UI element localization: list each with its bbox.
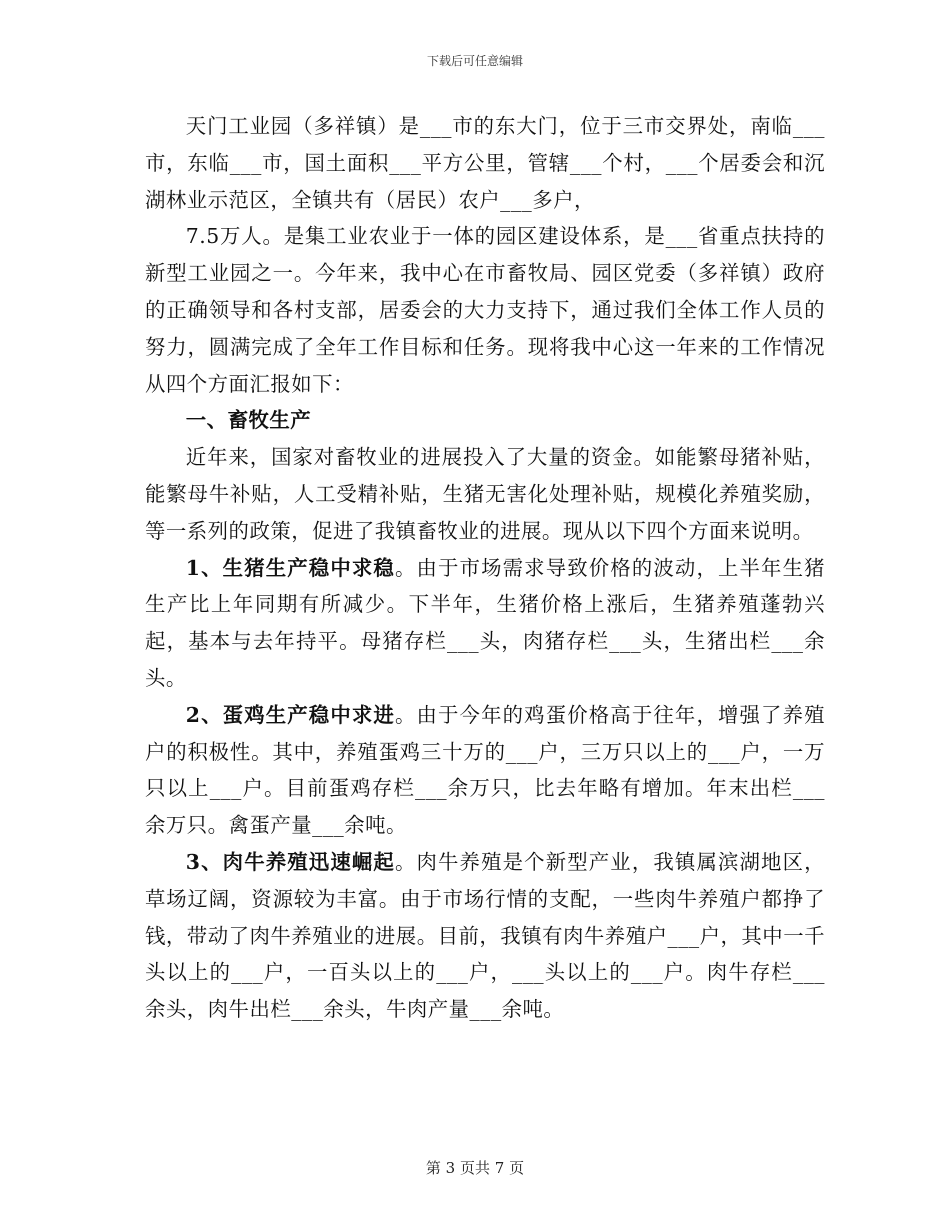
egg-chicken-body: 。由于今年的鸡蛋价格高于往年，增强了养殖户的积极性。其中，养殖蛋鸡三十万的___户，三万只以上的___户，一万只以上___户。目前蛋鸡存栏___余万只，比去年略有增加。年末出栏___余万只。禽蛋产量___余吨。 — [145, 702, 826, 838]
pig-production-body: 。由于市场需求导致价格的波动，上半年生猪生产比上年同期有所减少。下半年，生猪价格上涨后，生猪养殖蓬勃兴起，基本与去年持平。母猪存栏___头，肉猪存栏___头，生猪出栏___余头。 — [145, 555, 826, 690]
paragraph-intro: 天门工业园（多祥镇）是___市的东大门，位于三市交界处，南临___市，东临___市，国土面积___平方公里，管辖___个村，___个居委会和沉湖林业示范区，全镇共有（居民）农户___多户， — [145, 114, 825, 212]
pig-production-lead: 1、生猪生产稳中求稳 — [185, 555, 395, 580]
paragraph-pig-production — [145, 550, 825, 697]
beef-cattle-body: 。肉牛养殖是个新型产业，我镇属滨湖地区，草场辽阔，资源较为丰富。由于市场行情的支配，一些肉牛养殖户都挣了钱，带动了肉牛养殖业的进展。目前，我镇有肉牛养殖户___户，其中一千头以上的___户，一百头以上的___户，___头以上的___户。肉牛存栏___余头，肉牛出栏___余头，牛肉产量___余吨。 — [145, 849, 826, 1022]
paragraph-policy: 近年来，国家对畜牧业的进展投入了大量的资金。如能繁母猪补贴，能繁母牛补贴，人工受精补贴，生猪无害化处理补贴，规模化养殖奖励，等一系列的政策，促进了我镇畜牧业的进展。现从以下四个方面来说明。 — [145, 445, 825, 543]
paragraph-overview: 7.5万人。是集工业农业于一体的园区建设体系，是___省重点扶持的新型工业园之一。今年来，我中心在市畜牧局、园区党委（多祥镇）政府的正确领导和各村支部，居委会的大力支持下，通过我们全体工作人员的努力，圆满完成了全年工作目标和任务。现将我中心这一年来的工作情况从四个方面汇报如下： — [145, 224, 825, 396]
beef-cattle-lead: 3、肉牛养殖迅速崛起 — [185, 849, 395, 874]
page-header: 下载后可任意编辑 — [426, 54, 523, 68]
paragraph-beef-cattle — [145, 844, 825, 1028]
section-heading-livestock: 一、畜牧生产 — [185, 408, 312, 433]
document-body — [145, 108, 825, 1028]
page-footer: 第 3 页共 7 页 — [425, 1159, 525, 1177]
egg-chicken-lead: 2、蛋鸡生产稳中求进 — [185, 702, 395, 727]
paragraph-egg-chicken — [145, 697, 825, 844]
